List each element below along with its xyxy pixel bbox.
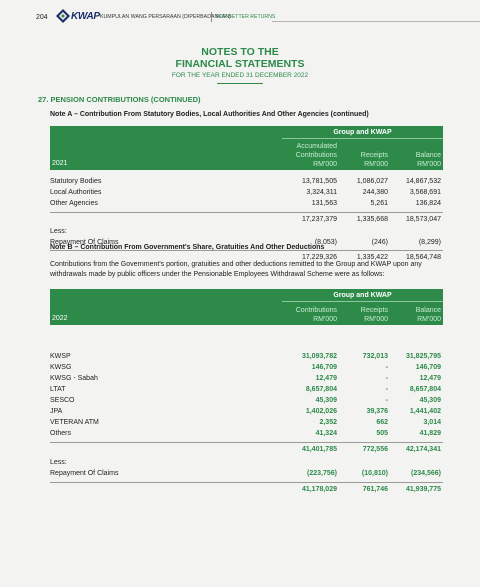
col-receipts: Receipts RM'000 (360, 152, 388, 168)
group-label: Group and KWAP (333, 292, 392, 299)
note-a-heading: Note A – Contribution From Statutory Bodies, Local Authorities And Other Agencies (continued) (50, 111, 369, 118)
table-row: Other Agencies 131,563 5,261 136,824 (50, 200, 441, 207)
table-row: VETERAN ATM 2,352 662 3,014 (50, 419, 441, 426)
table-row: JPA 1,402,026 39,376 1,441,402 (50, 408, 441, 415)
title-underline (217, 83, 263, 84)
subtotal-row: 17,237,379 1,335,668 18,573,047 (301, 216, 441, 223)
subtotal-row: 41,401,785 772,556 42,174,341 (301, 446, 441, 453)
page-header (0, 0, 480, 30)
table-row: Local Authorities 3,324,311 244,380 3,568,691 (50, 189, 441, 196)
page-number: 204 (36, 14, 48, 21)
less-label: Less: (50, 228, 67, 235)
header-divider (272, 21, 480, 22)
table-row: SESCO 45,309 - 45,309 (50, 397, 441, 404)
total-row: 17,229,326 1,335,422 18,564,748 (301, 254, 441, 261)
table-row: LTAT 8,657,804 - 8,657,804 (50, 386, 441, 393)
table-row: KWSP 31,093,782 732,013 31,825,795 (50, 353, 441, 360)
col-accumulated-contributions: Accumulated Contributions RM'000 (295, 143, 337, 168)
section-heading: 27. PENSION CONTRIBUTIONS (CONTINUED) (38, 95, 201, 104)
col-balance: Balance RM'000 (415, 307, 441, 323)
col-contributions: Contributions RM'000 (295, 307, 337, 323)
table-row: KWSG 146,709 - 146,709 (50, 364, 441, 371)
repayment-row: Repayment Of Claims (223,756) (10,810) (234,566) (50, 470, 441, 477)
note-b-table-header (50, 289, 443, 325)
note-b-paragraph: Contributions from the Government's portion, gratuities and other deductions remitted to the Group and KWAP upon any withdrawals made by public officers under the Pensionable Employees Withdrawal Scheme were as follows: (50, 261, 422, 278)
kwap-logo (56, 9, 98, 23)
organization-name: KUMPULAN WANG PERSARAAN (DIPERBADANKAN) (100, 14, 231, 20)
rule (50, 212, 443, 213)
table-row: KWSG - Sabah 12,479 - 12,479 (50, 375, 441, 382)
page-title-line-1: NOTES TO THE (201, 46, 279, 58)
year-label: 2021 (52, 160, 68, 167)
col-balance: Balance RM'000 (415, 152, 441, 168)
table-row: Others 41,324 505 41,829 (50, 430, 441, 437)
group-label: Group and KWAP (333, 129, 392, 136)
note-b-table (50, 289, 443, 509)
note-a-table-header (50, 126, 443, 170)
tagline: FOR BETTER RETURNS (211, 12, 279, 22)
rule (50, 482, 443, 483)
page-subtitle: FOR THE YEAR ENDED 31 DECEMBER 2022 (171, 72, 309, 79)
kwap-diamond-icon (56, 9, 70, 23)
logo-text: KWAP (71, 11, 100, 22)
note-b-heading: Note B – Contribution From Government's Share, Gratuities And Other Deductions (50, 244, 325, 251)
repayment-row: Repayment Of Claims (8,053) (246) (8,299) (50, 239, 441, 246)
table-row: Statutory Bodies 13,781,505 1,086,027 14,867,532 (50, 178, 441, 185)
year-label: 2022 (52, 315, 68, 322)
total-row: 41,178,029 761,746 41,939,775 (301, 486, 441, 493)
less-label: Less: (50, 459, 67, 466)
page-title-line-2: FINANCIAL STATEMENTS (175, 58, 305, 70)
title-block (0, 46, 480, 84)
rule (50, 442, 443, 443)
col-receipts: Receipts RM'000 (360, 307, 388, 323)
